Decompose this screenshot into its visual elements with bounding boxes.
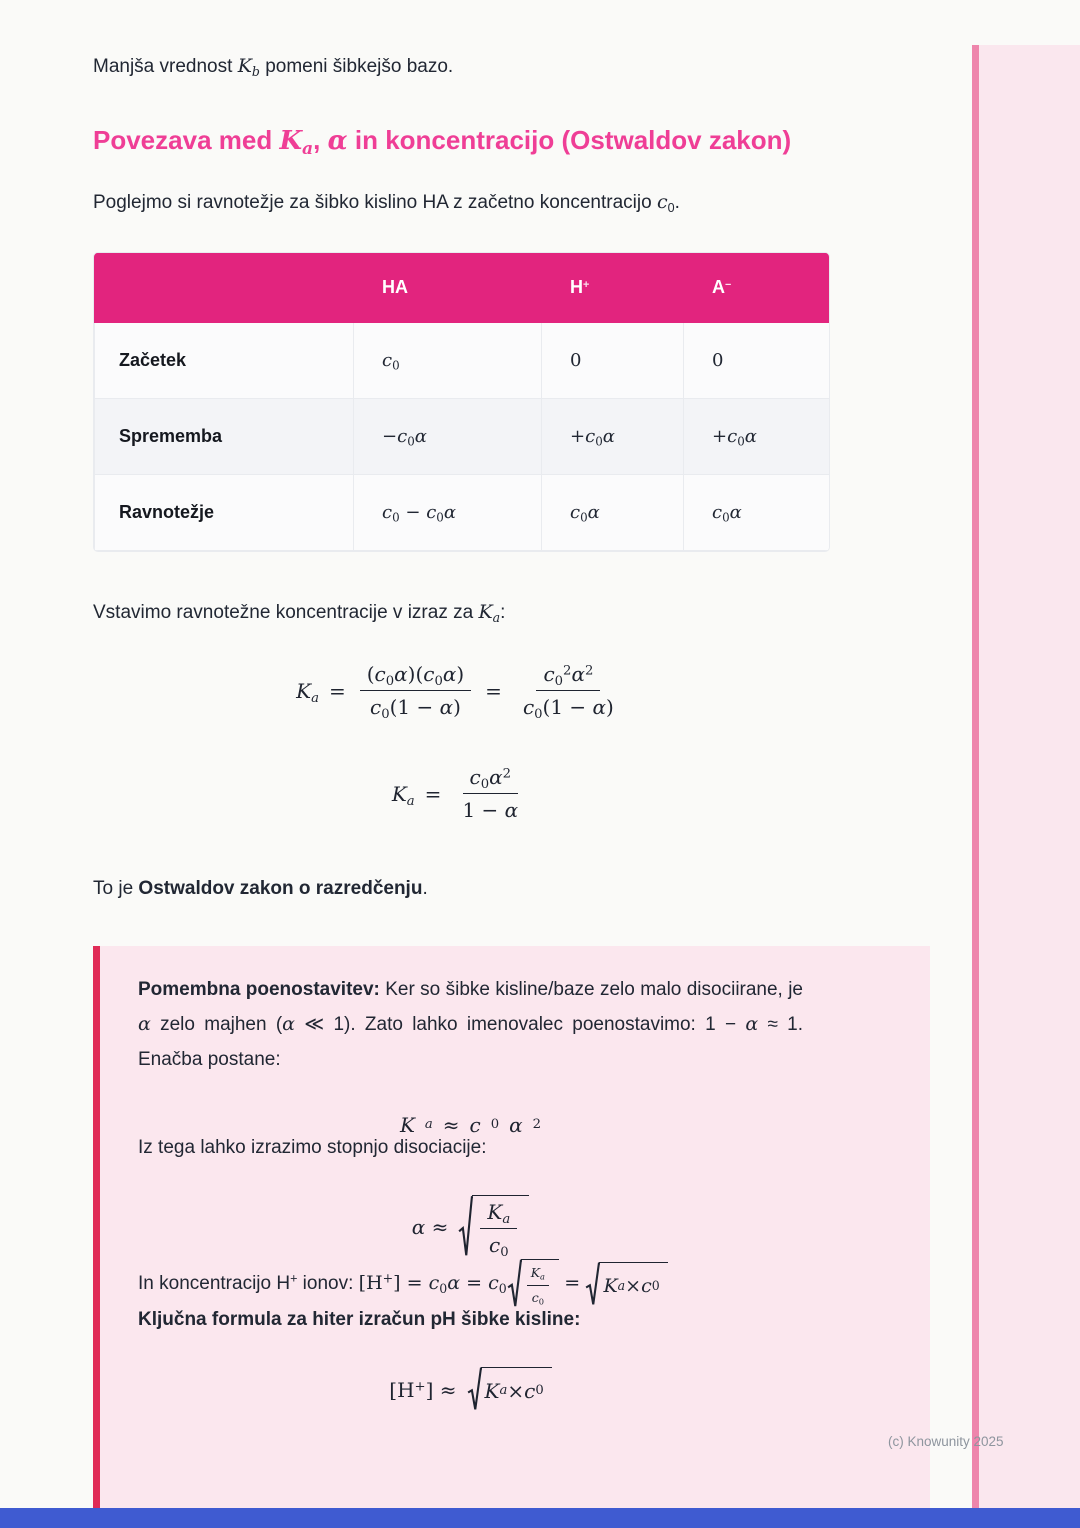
formula-ph-key bbox=[138, 1367, 803, 1412]
formula-ostwald-law bbox=[93, 764, 828, 823]
equals-sign: = bbox=[564, 1272, 581, 1295]
fraction-numerator: $K_a$ bbox=[527, 1263, 549, 1286]
radicand: K a × c 0 bbox=[599, 1262, 667, 1307]
radical-sign-icon bbox=[467, 1367, 482, 1412]
table-header-ha: HA bbox=[354, 253, 542, 322]
h-concentration-line bbox=[138, 1259, 803, 1309]
section-heading: Povezava med $K_a$, α in koncentracijo (Ostwaldov zakon) bbox=[93, 124, 792, 159]
table-cell: $-c_0\alpha$ bbox=[354, 398, 542, 474]
equals-sign: = bbox=[328, 678, 346, 703]
table-cell: 0 bbox=[684, 322, 830, 398]
table-row-sprememba bbox=[95, 398, 830, 474]
formula-lhs: $K_a$ bbox=[391, 781, 415, 809]
formula-lhs: α ≈ bbox=[411, 1215, 449, 1240]
table-cell: $+c_0\alpha$ bbox=[684, 398, 830, 474]
fraction bbox=[480, 1199, 517, 1261]
radicand bbox=[521, 1259, 559, 1309]
ice-table bbox=[94, 253, 830, 551]
h-line-text: In koncentracijo H+ ionov: bbox=[138, 1271, 359, 1295]
footer-credit: (c) Knowunity 2025 bbox=[888, 1434, 1004, 1449]
fraction bbox=[455, 764, 525, 823]
h-line-math: $[H^+] = c_0\alpha = c_0$ bbox=[358, 1270, 507, 1296]
fraction-numerator: $K_a$ bbox=[480, 1199, 517, 1229]
square-root bbox=[458, 1195, 529, 1259]
table-header-a-minus: A− bbox=[684, 253, 830, 322]
fraction-denominator: $c_0(1 - \alpha)$ bbox=[369, 695, 461, 723]
row-label: Ravnotežje bbox=[95, 474, 354, 550]
table-header-row bbox=[95, 253, 830, 322]
right-margin-stripe bbox=[972, 45, 979, 1508]
table-cell: $c_0 - c_0\alpha$ bbox=[354, 474, 542, 550]
callout-lead-paragraph: Pomembna poenostavitev: Ker so šibke kisline/baze zelo malo disociirane, je α zelo majhen (α ≪ 1). Zato lahko imenovalec poenostavimo: 1 − α ≈ 1. Enačba postane: bbox=[138, 978, 803, 1071]
formula-ka-derivation bbox=[93, 661, 828, 723]
fraction-numerator: $c_0\alpha^2$ bbox=[463, 764, 519, 794]
formula-alpha bbox=[138, 1195, 803, 1259]
equals-sign: = bbox=[424, 781, 442, 806]
bottom-page-bar bbox=[0, 1508, 1080, 1528]
table-cell: 0 bbox=[542, 322, 684, 398]
iz-tega-line: Iz tega lahko izrazimo stopnjo disociacije: bbox=[138, 1137, 487, 1159]
row-label: Sprememba bbox=[95, 398, 354, 474]
right-margin-band bbox=[979, 45, 1080, 1508]
radical-sign-icon bbox=[507, 1259, 522, 1309]
table-header-empty bbox=[95, 253, 354, 322]
fraction-numerator: $c_0^2\alpha^2$ bbox=[536, 661, 600, 691]
radicand bbox=[472, 1195, 529, 1259]
lead-paragraph: Poglejmo si ravnotežje za šibko kislino HA z začetno koncentracijo $c_0$. bbox=[93, 191, 680, 216]
square-root-small bbox=[507, 1259, 559, 1309]
document-content bbox=[93, 0, 938, 1528]
important-note-callout bbox=[93, 946, 930, 1528]
table-row-ravnotezje bbox=[95, 474, 830, 550]
radicand: K a × c 0 bbox=[481, 1367, 552, 1412]
formula-lhs: [H+] ≈ bbox=[389, 1377, 457, 1402]
fraction bbox=[516, 661, 621, 723]
fraction-denominator: $c_0$ bbox=[531, 1290, 544, 1307]
intro-line: Manjša vrednost $K_b$ pomeni šibkejšo bazo. bbox=[93, 55, 454, 79]
table-cell: $c_0\alpha$ bbox=[684, 474, 830, 550]
table-cell: $+c_0\alpha$ bbox=[542, 398, 684, 474]
fraction-denominator: $c_0(1 - \alpha)$ bbox=[522, 695, 614, 723]
table-row-zacetek bbox=[95, 322, 830, 398]
table-cell: $c_0\alpha$ bbox=[542, 474, 684, 550]
vstavimo-line: Vstavimo ravnotežne koncentracije v izraz za $K_a$: bbox=[93, 600, 506, 625]
radical-sign-icon bbox=[585, 1262, 600, 1307]
fraction-numerator: $(c_0\alpha)(c_0\alpha)$ bbox=[360, 661, 471, 691]
ice-table-wrapper bbox=[93, 252, 830, 552]
key-formula-heading: Ključna formula za hiter izračun pH šibke kisline: bbox=[138, 1309, 581, 1331]
fraction-denominator: $c_0$ bbox=[489, 1233, 509, 1261]
table-header-h-plus: H+ bbox=[542, 253, 684, 322]
ostwald-statement: To je Ostwaldov zakon o razredčenju. bbox=[93, 878, 428, 900]
fraction-denominator: 1 − α bbox=[462, 798, 519, 823]
row-label: Začetek bbox=[95, 322, 354, 398]
equals-sign: = bbox=[485, 678, 502, 703]
fraction bbox=[360, 661, 471, 723]
fraction bbox=[527, 1263, 549, 1308]
square-root bbox=[467, 1367, 552, 1412]
radical-sign-icon bbox=[458, 1195, 473, 1259]
formula-ka-approx: K a ≈ c 0 α 2 bbox=[399, 1113, 542, 1138]
formula-lhs: $K_a$ bbox=[296, 678, 319, 706]
square-root bbox=[585, 1262, 667, 1307]
table-cell: $c_0$ bbox=[354, 322, 542, 398]
